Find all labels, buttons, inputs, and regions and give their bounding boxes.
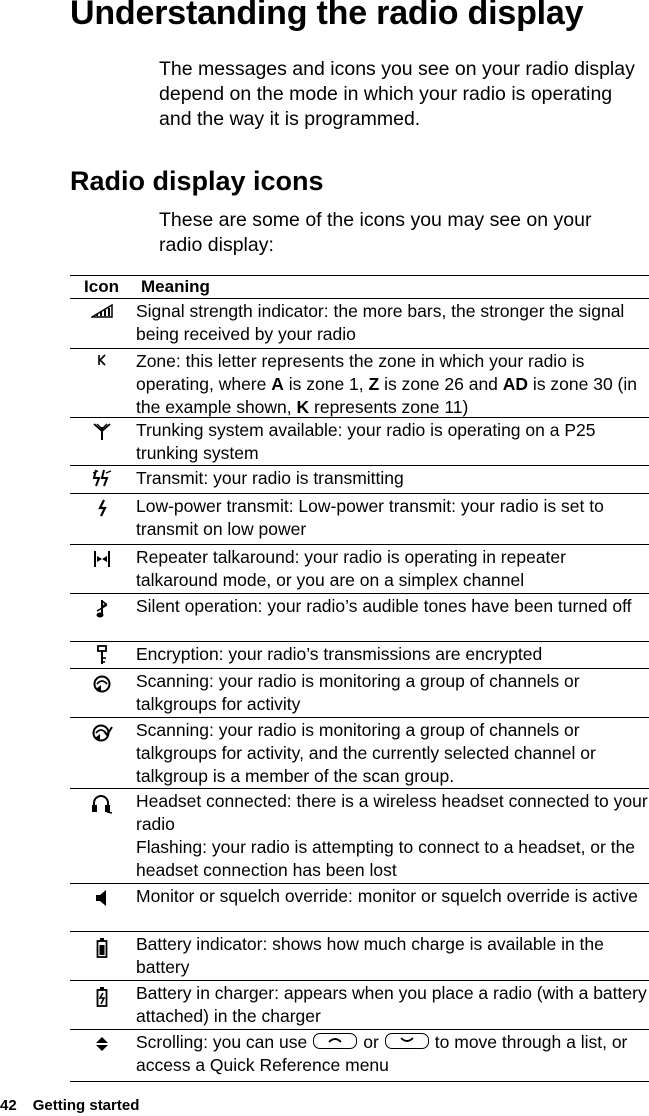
page-title: Understanding the radio display xyxy=(70,0,584,32)
row-meaning xyxy=(133,790,649,881)
row-meaning: Silent operation: your radio’s audible tones have been turned off xyxy=(136,596,632,616)
section-title: Radio display icons xyxy=(70,166,324,196)
trunking-antenna-icon xyxy=(70,419,133,463)
table-row xyxy=(70,669,649,718)
meaning-text: is zone 1, xyxy=(283,374,369,394)
table-row xyxy=(70,981,649,1030)
scrolling-arrows-icon xyxy=(70,1031,133,1079)
meaning-text: is zone 30 (in the example shown, xyxy=(136,374,638,417)
table-row xyxy=(70,545,649,594)
repeater-talkaround-icon xyxy=(70,546,133,591)
battery-charger-icon xyxy=(70,982,133,1027)
row-meaning: Repeater talkaround: your radio is operating in repeater talkaround mode, or you are on a simplex channel xyxy=(136,547,566,590)
up-key-icon xyxy=(313,1033,357,1049)
row-meaning: Trunking system available: your radio is operating on a P25 trunking system xyxy=(136,420,596,463)
zone-example-k: K xyxy=(296,397,310,417)
row-meaning xyxy=(133,1031,649,1079)
zone-example-a: A xyxy=(271,374,284,394)
zone-letter-icon xyxy=(70,350,133,415)
table-row xyxy=(70,789,649,884)
header-meaning-label: Meaning xyxy=(141,277,210,296)
row-meaning: Scanning: your radio is monitoring a group of channels or talkgroups for activity xyxy=(136,671,580,714)
table-row xyxy=(70,642,649,669)
meaning-text-flashing: Flashing: your radio is attempting to connect to a headset, or the headset connection has been lost xyxy=(136,837,636,880)
page-number: 42 xyxy=(0,1097,17,1114)
table-row xyxy=(70,594,649,642)
table-row xyxy=(70,418,649,466)
table-row xyxy=(70,299,649,349)
row-meaning: Encryption: your radio’s transmissions are encrypted xyxy=(136,644,543,664)
table-row xyxy=(70,494,649,545)
meaning-text: or xyxy=(363,1032,379,1052)
encryption-key-icon xyxy=(70,643,133,666)
scanning-member-icon xyxy=(70,719,133,786)
headset-connected-icon xyxy=(70,790,133,881)
monitor-speaker-icon xyxy=(70,885,133,929)
zone-example-ad: AD xyxy=(502,374,529,394)
footer-section: Getting started xyxy=(32,1097,140,1114)
transmit-icon xyxy=(70,467,133,491)
low-power-transmit-icon xyxy=(70,495,133,542)
row-meaning: Battery in charger: appears when you place a radio (with a battery attached) in the charger xyxy=(136,983,647,1026)
page-footer xyxy=(0,1097,139,1114)
intro-paragraph: The messages and icons you see on your radio display depend on the mode in which your radio is operating and the way it is programmed. xyxy=(159,58,635,130)
row-meaning xyxy=(133,350,649,415)
table-row xyxy=(70,1030,649,1082)
meaning-text: Headset connected: there is a wireless headset connected to your radio xyxy=(136,791,648,834)
row-meaning: Low-power transmit: Low-power transmit: your radio is set to transmit on low power xyxy=(136,496,604,539)
battery-icon xyxy=(70,933,133,978)
row-meaning: Transmit: your radio is transmitting xyxy=(136,468,404,488)
down-key-icon xyxy=(385,1033,429,1049)
row-meaning: Signal strength indicator: the more bars, the stronger the signal being received by your radio xyxy=(136,301,625,344)
header-icon-label: Icon xyxy=(84,277,119,296)
table-row xyxy=(70,884,649,932)
meaning-text: to move through a list, or access a Quick Reference menu xyxy=(136,1032,628,1075)
meaning-text: is zone 26 and xyxy=(379,374,503,394)
meaning-text: Zone: this letter represents the zone in which your radio is operating, where xyxy=(136,351,585,394)
row-meaning: Battery indicator: shows how much charge is available in the battery xyxy=(136,934,604,977)
table-row xyxy=(70,349,649,418)
meaning-text: represents zone 11) xyxy=(309,397,469,417)
icon-table xyxy=(70,275,649,1082)
table-header xyxy=(70,275,649,299)
zone-example-z: Z xyxy=(368,374,380,394)
row-meaning: Scanning: your radio is monitoring a group of channels or talkgroups for activity, and the currently selected channel or talkgroup is a member of the scan group. xyxy=(136,720,596,786)
silent-operation-icon xyxy=(70,595,133,639)
meaning-text: Scrolling: you can use xyxy=(136,1032,308,1052)
signal-strength-icon xyxy=(70,300,133,346)
table-row xyxy=(70,932,649,981)
scanning-icon xyxy=(70,670,133,715)
section-intro-paragraph: These are some of the icons you may see on your radio display: xyxy=(159,209,592,256)
table-row xyxy=(70,466,649,494)
table-row xyxy=(70,718,649,789)
row-meaning: Monitor or squelch override: monitor or squelch override is active xyxy=(136,886,638,906)
